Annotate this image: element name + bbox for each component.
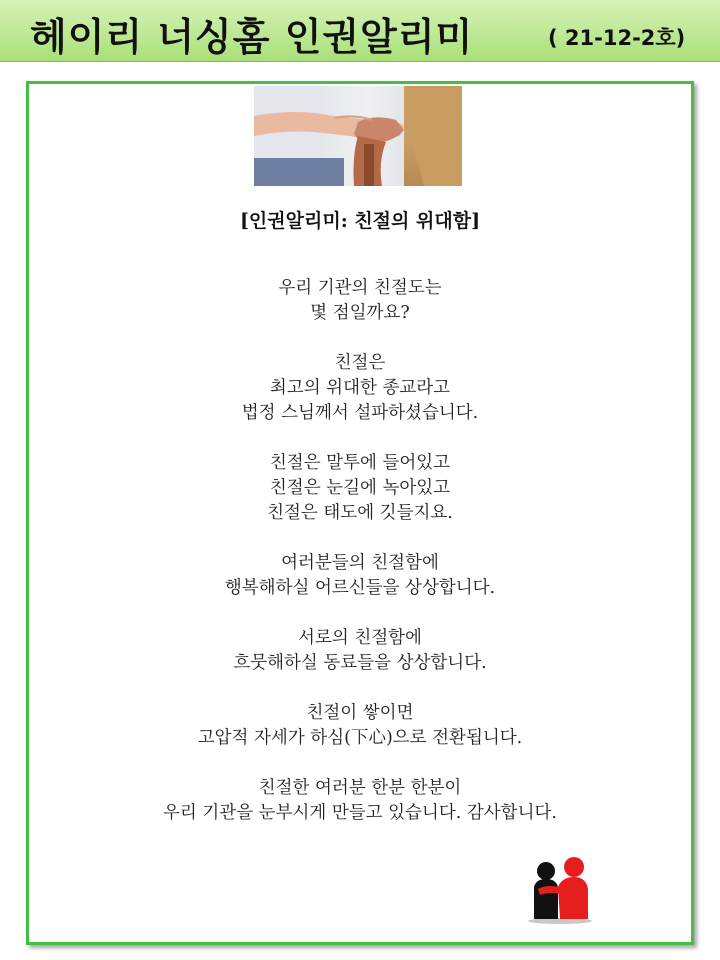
poem-line: 고압적 자세가 하심(下心)으로 전환됩니다. xyxy=(197,728,523,748)
poem-line: 친절이 쌓이면 xyxy=(306,703,414,723)
stanza xyxy=(0,276,720,326)
article-title: [인권알리미: 친절의 위대함] xyxy=(239,210,481,232)
poem-line: 우리 기관의 친절도는 xyxy=(278,278,442,298)
poem-line: 최고의 위대한 종교라고 xyxy=(269,378,451,398)
stanza xyxy=(0,451,720,526)
article-body xyxy=(0,276,720,851)
poem-line: 몇 점일까요? xyxy=(310,303,410,323)
issue-number: ( 21-12-2호) xyxy=(548,26,686,50)
poem-line: 여러분들의 친절함에 xyxy=(281,553,439,573)
poem-line: 법정 스님께서 설파하셨습니다. xyxy=(241,403,479,423)
poem-line: 서로의 친절함에 xyxy=(298,628,422,648)
stanza xyxy=(0,351,720,426)
poem-line: 우리 기관을 눈부시게 만들고 있습니다. 감사합니다. xyxy=(163,803,557,823)
poem-line: 친절은 말투에 들어있고 xyxy=(269,453,451,473)
newsletter-title: 헤이리 너싱홈 인권알리미 xyxy=(30,15,474,59)
header-banner xyxy=(0,0,720,62)
stanza xyxy=(0,776,720,826)
embracing-people-icon xyxy=(524,857,596,925)
stanza xyxy=(0,701,720,751)
poem-line: 친절은 눈길에 녹아있고 xyxy=(269,478,451,498)
poem-line: 행복해하실 어르신들을 상상합니다. xyxy=(224,578,496,598)
poem-line: 친절은 xyxy=(334,353,386,373)
poem-line: 친절한 여러분 한분 한분이 xyxy=(258,778,462,798)
stanza xyxy=(0,551,720,601)
holding-hands-photo xyxy=(254,86,462,186)
stanza xyxy=(0,626,720,676)
poem-line: 친절은 태도에 깃들지요. xyxy=(267,503,453,523)
poem-line: 흐뭇해하실 동료들을 상상합니다. xyxy=(233,653,487,673)
